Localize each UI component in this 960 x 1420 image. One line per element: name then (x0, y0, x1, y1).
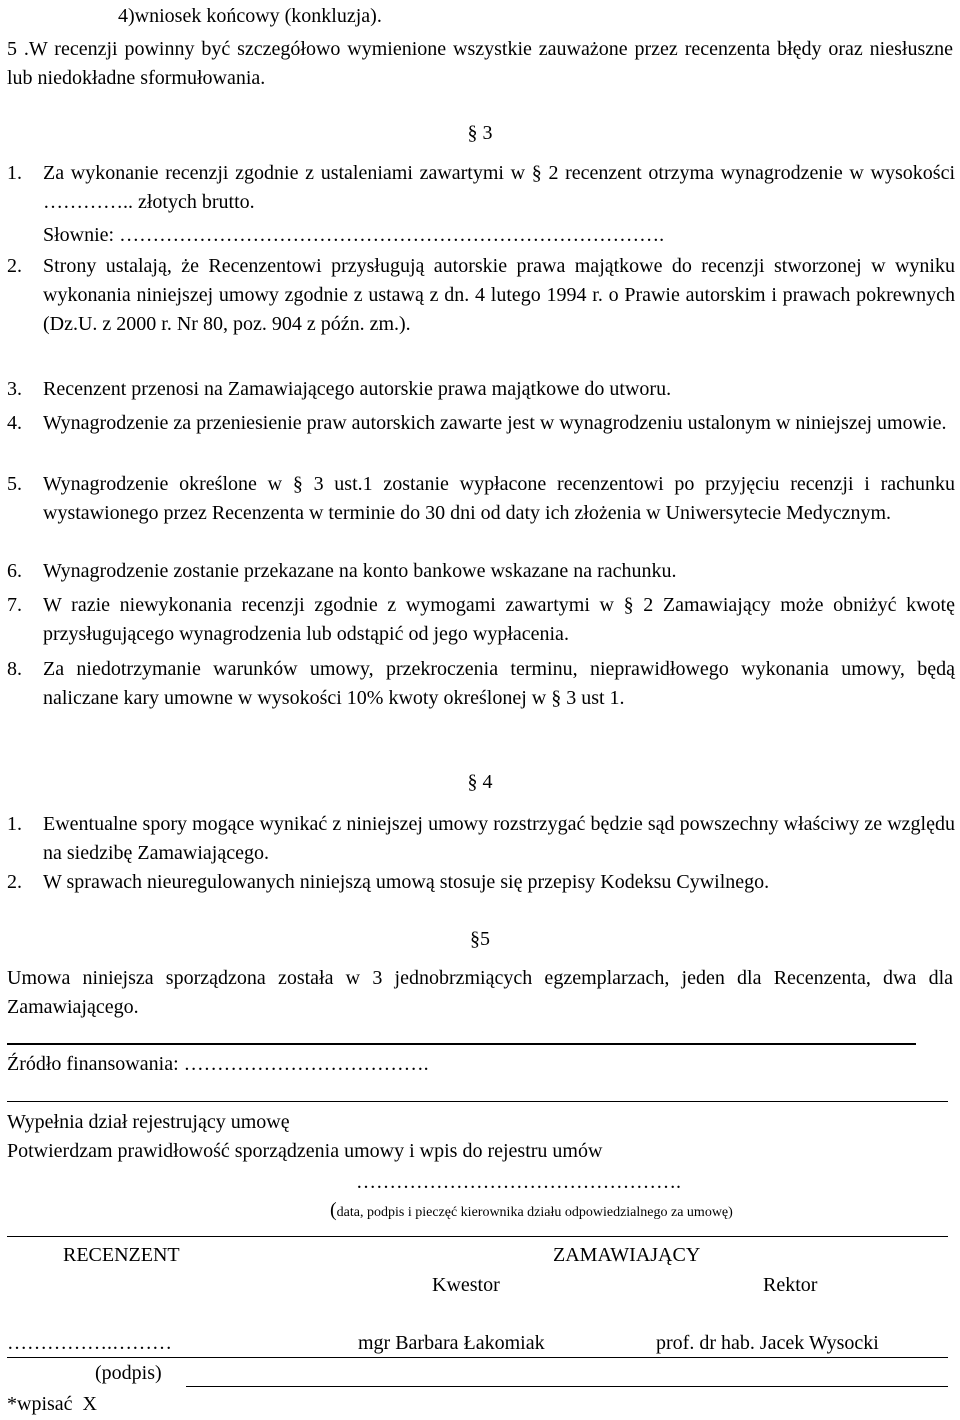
sec3-point-3 (7, 375, 955, 404)
list-number: 2. (7, 255, 22, 277)
sec4-point-2 (7, 868, 955, 897)
rektor-name: prof. dr hab. Jacek Wysocki (656, 1332, 879, 1354)
caption-text: data, podpis i pieczęć kierownika działu odpowiedzialnego za umowę) (336, 1205, 733, 1220)
sec3-point-1 (7, 159, 955, 217)
section-3-heading: § 3 (467, 122, 493, 144)
funding-source: Źródło finansowania: ………………………………. (7, 1053, 429, 1075)
recenzent-signature-dots: …………….……… (7, 1332, 172, 1354)
list-number: 6. (7, 560, 22, 582)
sec3-amount-in-words: Słownie: ………………………………………………………………………. (43, 224, 665, 246)
kwestor-label: Kwestor (432, 1274, 500, 1296)
divider (7, 1043, 916, 1045)
divider (7, 1101, 948, 1102)
list-text: Recenzent przenosi na Zamawiającego autorskie prawa majątkowe do utworu. (43, 378, 672, 400)
caption-bracket: ( (330, 1199, 337, 1221)
kwestor-name: mgr Barbara Łakomiak (358, 1332, 545, 1354)
list-number: 4. (7, 412, 22, 434)
list-number: 2. (7, 871, 22, 893)
sec3-point-6 (7, 557, 955, 586)
sec3-point-2 (7, 252, 955, 339)
list-number: 1. (7, 813, 22, 835)
registry-signature-caption (330, 1196, 733, 1227)
list-text: W razie niewykonania recenzji zgodnie z wymogami zawartymi w § 2 Zamawiający może obniżyć kwotę przysługującego wynagrodzenia lub odstąpić od jego wypłacenia. (43, 594, 955, 645)
list-number: 1. (7, 162, 22, 184)
section-5-heading: §5 (470, 928, 490, 950)
list-text: Wynagrodzenie określone w § 3 ust.1 zostanie wypłacone recenzentowi po przyjęciu recenzji i rachunku wystawionego przez Recenzenta w terminie do 30 dni od daty ich złożenia w Uniwersytecie Medycznym. (43, 473, 955, 524)
list-number: 8. (7, 658, 22, 680)
sec3-point-7 (7, 591, 955, 649)
top-item-4: 4)wniosek końcowy (konkluzja). (118, 5, 382, 27)
podpis-label: (podpis) (95, 1362, 162, 1384)
list-text: W sprawach nieuregulowanych niniejszą umową stosuje się przepisy Kodeksu Cywilnego. (43, 871, 770, 893)
list-number: 3. (7, 378, 22, 400)
registry-signature-dots: …………………………………………. (356, 1171, 681, 1193)
section-4-heading: § 4 (467, 771, 493, 793)
list-text: Za wykonanie recenzji zgodnie z ustaleniami zawartymi w § 2 recenzent otrzyma wynagrodzenie w wysokości ………….. złotych brutto. (43, 162, 955, 213)
list-text: Wynagrodzenie zostanie przekazane na konto bankowe wskazane na rachunku. (43, 560, 677, 582)
list-number: 5. (7, 473, 22, 495)
zamawiajacy-label: ZAMAWIAJĄCY (553, 1244, 701, 1266)
registry-dept-label: Wypełnia dział rejestrujący umowę (7, 1111, 290, 1133)
rektor-label: Rektor (763, 1274, 818, 1296)
sec5-paragraph: Umowa niniejsza sporządzona została w 3 jednobrzmiących egzemplarzach, jeden dla Recenzenta, dwa dla Zamawiającego. (7, 967, 953, 1018)
list-text: Za niedotrzymanie warunków umowy, przekroczenia terminu, nieprawidłowego wykonania umowy, będą naliczane kary umowne w wysokości 10% kwoty określonej w § 3 ust 1. (43, 658, 955, 709)
list-text: Wynagrodzenie za przeniesienie praw autorskich zawarte jest w wynagrodzeniu ustalonym w niniejszej umowie. (43, 412, 947, 434)
top-item-5: 5 .W recenzji powinny być szczegółowo wymienione wszystkie zauważone przez recenzenta błędy oraz niesłuszne lub niedokładne sformułowania. (7, 38, 953, 89)
divider (7, 1236, 948, 1237)
sec4-point-1 (7, 810, 955, 868)
footnote: *wpisać X (7, 1393, 97, 1415)
divider (186, 1386, 948, 1387)
registry-confirmation: Potwierdzam prawidłowość sporządzenia umowy i wpis do rejestru umów (7, 1140, 603, 1162)
sec3-point-8 (7, 655, 955, 713)
list-number: 7. (7, 594, 22, 616)
list-text: Strony ustalają, że Recenzentowi przysługują autorskie prawa majątkowe do recenzji stworzonej w wyniku wykonania niniejszej umowy zgodnie z ustawą z dn. 4 lutego 1994 r. o Prawie autorskim i prawach pokrewnych (Dz.U. z 2000 r. Nr 80, poz. 904 z późn. zm.). (43, 255, 955, 335)
sec3-point-5 (7, 470, 955, 528)
divider (7, 1357, 948, 1358)
list-text: Ewentualne spory mogące wynikać z niniejszej umowy rozstrzygać będzie sąd powszechny właściwy ze względu na siedzibę Zamawiającego. (43, 813, 955, 864)
sec3-point-4 (7, 409, 955, 438)
recenzent-label: RECENZENT (63, 1244, 180, 1266)
